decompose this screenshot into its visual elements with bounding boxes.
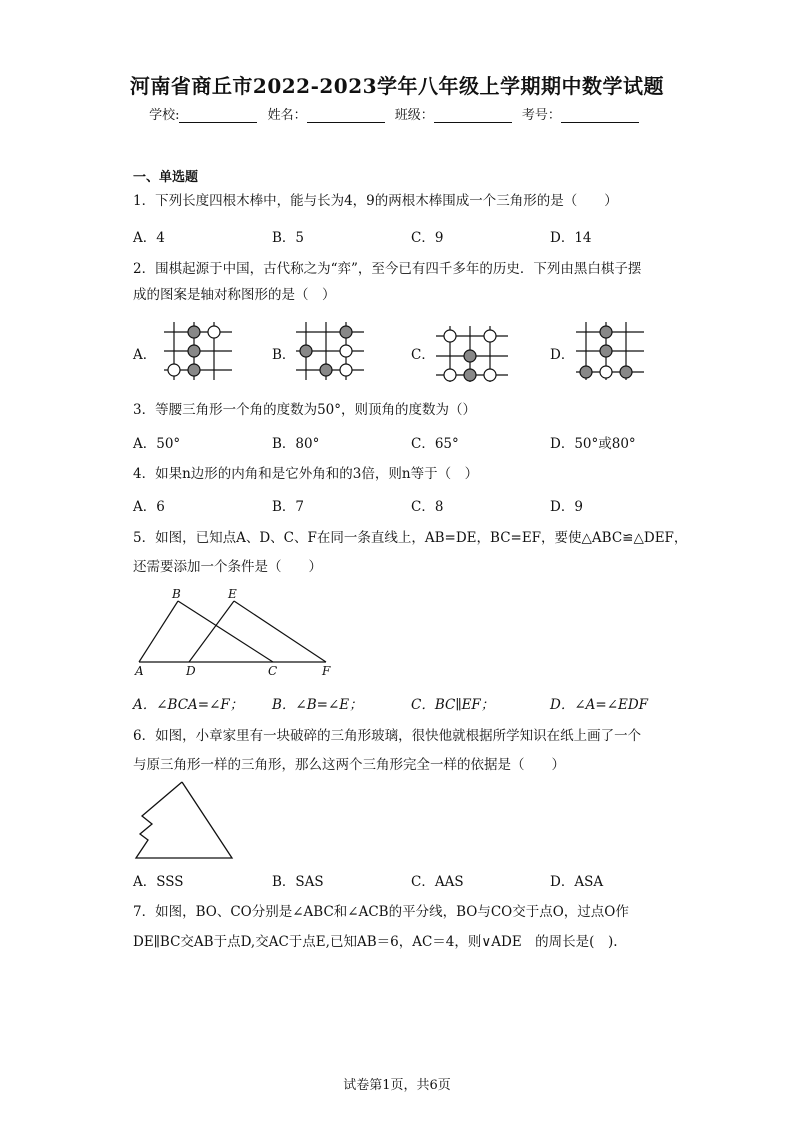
name-label: 姓名：: [267, 108, 307, 123]
point-label-f: F: [322, 664, 331, 677]
q2-option-b[interactable]: B．: [272, 347, 296, 363]
question-5-stem-line2: 还需要添加一个条件是（ ）: [133, 559, 322, 575]
go-pattern-b: [292, 318, 368, 384]
name-blank[interactable]: [307, 109, 385, 123]
q4-option-a[interactable]: A．6: [133, 499, 165, 515]
question-7-stem-line2: DE∥BC交AB于点D,交AC于点E,已知AB＝6，AC＝4，则∨ADE 的周长是( ).: [133, 934, 618, 950]
q5-option-c[interactable]: C．BC∥EF；: [411, 697, 495, 713]
go-pattern-a: [160, 318, 236, 384]
q1-option-a[interactable]: A．4: [133, 230, 165, 246]
point-label-a: A: [135, 664, 144, 677]
q1-option-b[interactable]: B．5: [272, 230, 305, 246]
school-blank[interactable]: [179, 109, 257, 123]
question-1-stem: 1．下列长度四根木棒中，能与长为4，9的两根木棒围成一个三角形的是（ ）: [133, 193, 618, 209]
point-label-c: C: [268, 664, 278, 677]
q2-option-a[interactable]: A．: [133, 347, 157, 363]
q5-option-d[interactable]: D．∠A=∠EDF: [550, 697, 649, 713]
number-label: 考号：: [521, 108, 561, 123]
q6-option-b[interactable]: B．SAS: [272, 874, 324, 890]
question-6-stem-line2: 与原三角形一样的三角形，那么这两个三角形完全一样的依据是（ ）: [133, 757, 565, 773]
q4-option-c[interactable]: C．8: [411, 499, 444, 515]
question-6-stem-line1: 6．如图，小章家里有一块破碎的三角形玻璃，很快他就根据所学知识在纸上画了一个: [133, 728, 642, 744]
go-pattern-d: [572, 318, 652, 384]
q3-option-d[interactable]: D．50°或80°: [550, 436, 636, 452]
question-5-stem-line1: 5．如图，已知点A、D、C、F在同一条直线上，AB=DE，BC=EF，要使△ABC≌△DEF，: [133, 530, 688, 546]
q3-option-c[interactable]: C．65°: [411, 436, 459, 452]
point-label-b: B: [172, 587, 181, 601]
number-blank[interactable]: [561, 109, 639, 123]
q6-option-a[interactable]: A．SSS: [133, 874, 184, 890]
class-label: 班级：: [394, 108, 434, 123]
section-heading: 一、单选题: [133, 170, 199, 185]
go-pattern-c: [432, 318, 512, 384]
school-label: 学校:: [149, 108, 180, 123]
q3-option-b[interactable]: B．80°: [272, 436, 320, 452]
q4-option-b[interactable]: B．7: [272, 499, 305, 515]
student-info-line: [0, 104, 794, 123]
q1-option-d[interactable]: D．14: [550, 230, 592, 246]
q2-option-d[interactable]: D．: [550, 347, 575, 363]
q3-option-a[interactable]: A．50°: [133, 436, 181, 452]
q1-option-c[interactable]: C．9: [411, 230, 444, 246]
point-label-e: E: [228, 587, 237, 601]
page-title: 河南省商丘市2022-2023学年八年级上学期期中数学试题: [129, 74, 665, 98]
page-footer: 试卷第1页，共6页: [343, 1078, 451, 1093]
q6-option-d[interactable]: D．ASA: [550, 874, 604, 890]
point-label-d: D: [186, 664, 196, 677]
question-3-stem: 3．等腰三角形一个角的度数为50°，则顶角的度数为（）: [133, 402, 477, 418]
q5-triangles-figure: [130, 585, 340, 677]
question-2-stem-line1: 2．围棋起源于中国，古代称之为“弈”，至今已有四千多年的历史．下列由黑白棋子摆: [133, 261, 642, 277]
q2-option-c[interactable]: C．: [411, 347, 435, 363]
q5-option-b[interactable]: B．∠B=∠E；: [272, 697, 363, 713]
question-4-stem: 4．如果n边形的内角和是它外角和的3倍，则n等于（ ）: [133, 466, 479, 482]
class-blank[interactable]: [434, 109, 512, 123]
question-7-stem-line1: 7．如图，BO、CO分别是∠ABC和∠ACB的平分线，BO与CO交于点O，过点O作: [133, 904, 629, 920]
broken-glass-figure: [128, 776, 238, 864]
q5-option-a[interactable]: A．∠BCA=∠F；: [133, 697, 244, 713]
q4-option-d[interactable]: D．9: [550, 499, 583, 515]
q6-option-c[interactable]: C．AAS: [411, 874, 464, 890]
question-2-stem-line2: 成的图案是轴对称图形的是（ ）: [133, 287, 336, 303]
